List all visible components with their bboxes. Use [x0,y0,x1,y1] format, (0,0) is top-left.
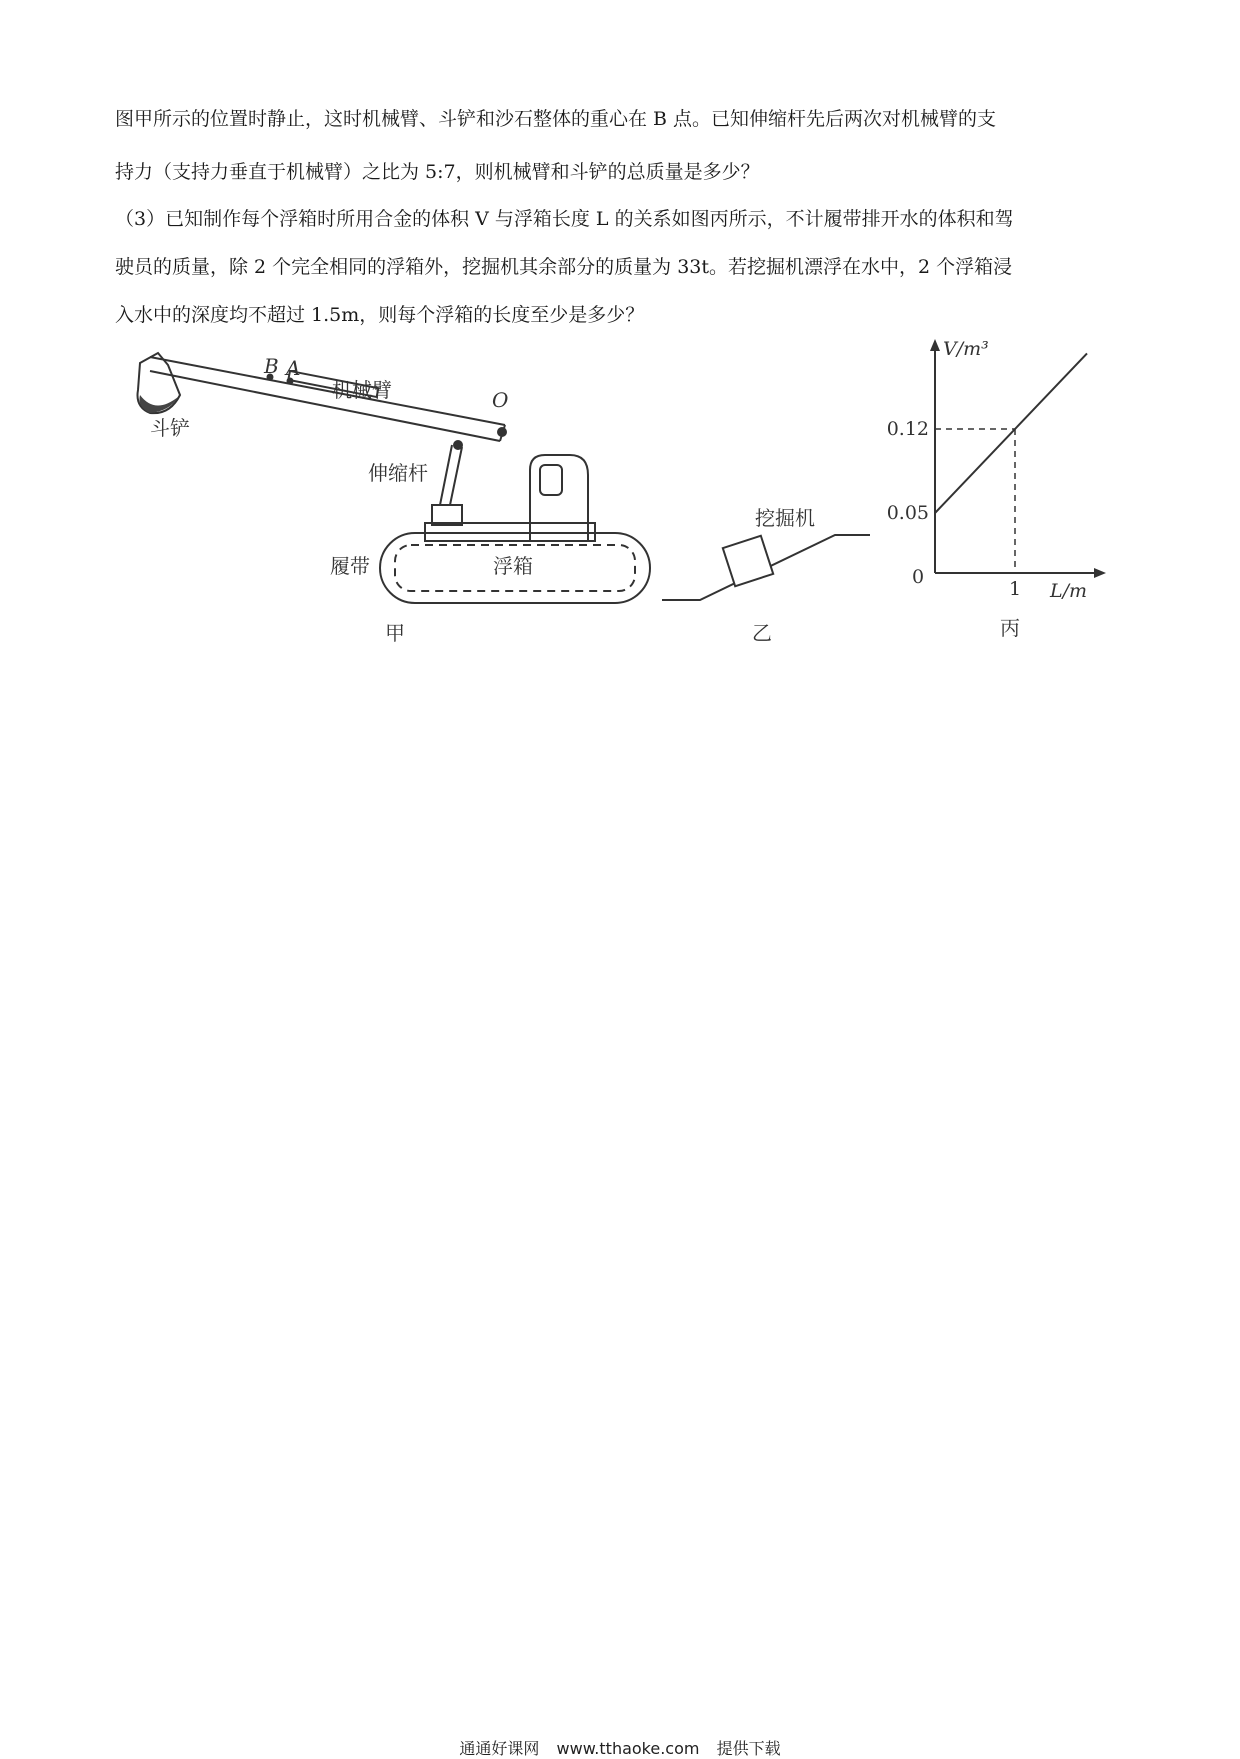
text-line-1: 图甲所示的位置时静止，这时机械臂、斗铲和沙石整体的重心在 B 点。已知伸缩杆先后两次对机械臂的支 [115,108,997,130]
label-bucket: 斗铲 [150,416,190,440]
arm-bottom-line [150,371,500,441]
caption-yi: 乙 [752,621,772,645]
series-line [935,353,1087,513]
label-arm: 机械臂 [332,378,392,402]
figure-jia-labels [150,354,533,645]
text-line-5: 入水中的深度均不超过 1.5m，则每个浮箱的长度至少是多少？ [115,304,645,326]
label-b: B [264,354,279,378]
x-tick-label: 1 [1008,578,1022,600]
label-a: A [286,356,301,380]
figures-svg [0,335,1240,665]
figure-bing [887,338,1106,640]
x-axis-arrow [1094,568,1106,578]
label-excavator: 挖掘机 [755,506,815,530]
text-line-3: （3）已知制作每个浮箱时所用合金的体积 V 与浮箱长度 L 的关系如图丙所示，不计履带排开水的体积和驾 [115,208,1014,230]
pivot-o [498,428,506,436]
text-line-4: 驶员的质量，除 2 个完全相同的浮箱外，挖掘机其余部分的质量为 33t。若挖掘机漂浮在水中，2 个浮箱浸 [115,256,1013,278]
x-axis-label: L/m [1050,580,1088,602]
footer-note: 提供下载 [716,1739,781,1758]
page-footer [0,1736,1240,1759]
cab-window [540,465,562,495]
label-o: O [492,388,509,412]
caption-jia: 甲 [385,621,405,645]
hinge-rod [454,441,462,449]
figure-yi [662,535,870,600]
cab [530,455,588,541]
y-axis-arrow [930,339,940,351]
footer-site: 通通好课网 [459,1739,540,1758]
label-float-box: 浮箱 [493,554,533,578]
y-tick-label: 0.12 [886,418,929,440]
footer-url[interactable]: www.tthaoke.com [556,1739,700,1758]
rod-line-2 [450,447,462,505]
label-track: 履带 [330,554,370,578]
caption-bing: 丙 [1000,616,1020,640]
figure-row [0,335,1240,665]
y-tick-label: 0.05 [886,502,929,524]
excavator-block [723,536,773,586]
text-line-2: 持力（支持力垂直于机械臂）之比为 5:7，则机械臂和斗铲的总质量是多少？ [115,161,760,183]
y-axis-label: V/m³ [943,338,989,360]
origin-label: 0 [912,566,925,588]
arm-top-line [150,357,505,425]
label-rod: 伸缩杆 [368,461,428,485]
rod-line-1 [440,445,452,505]
